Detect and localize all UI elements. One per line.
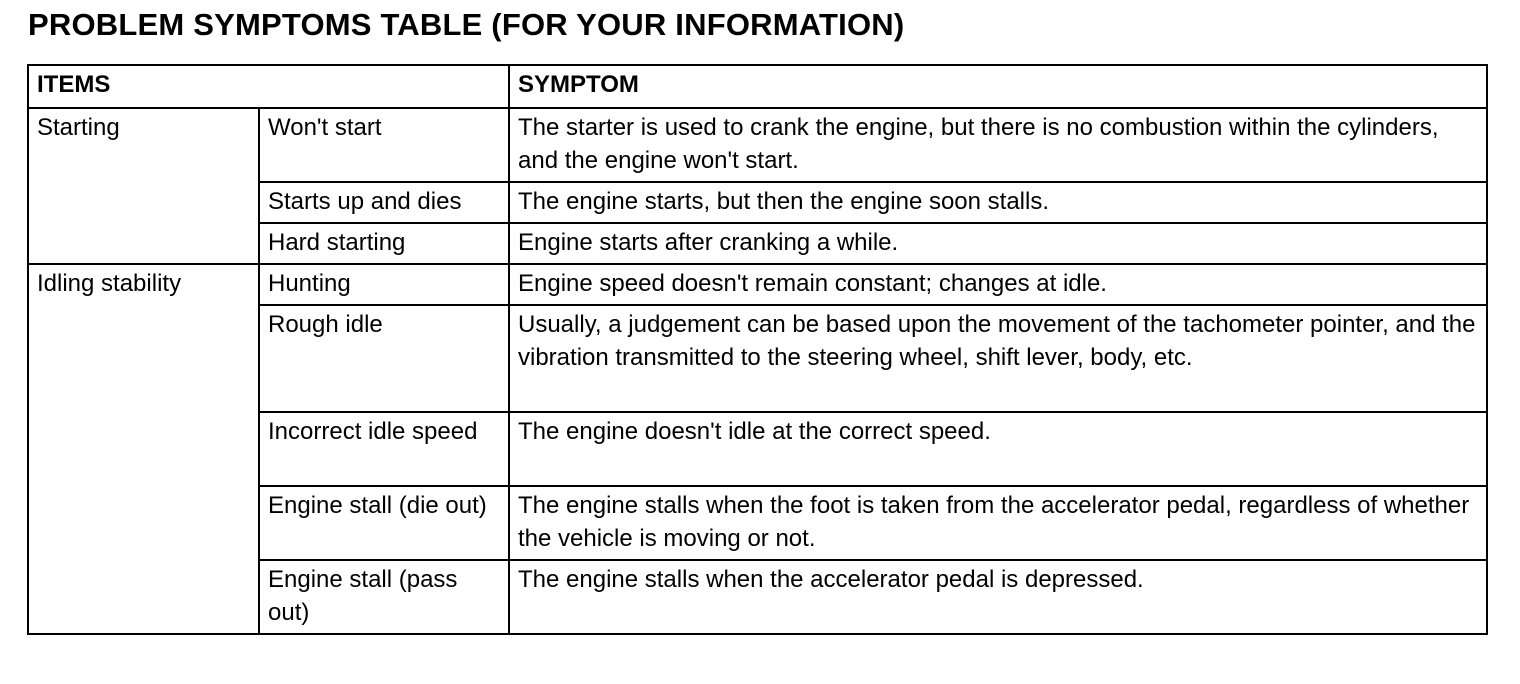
item-cell: Hunting xyxy=(259,264,509,305)
symptom-cell: The engine stalls when the foot is taken from the accelerator pedal, regardless of whether the vehicle is moving or not. xyxy=(509,486,1487,560)
header-items: ITEMS xyxy=(28,65,509,108)
item-cell: Engine stall (pass out) xyxy=(259,560,509,634)
table-row xyxy=(28,264,1487,305)
category-cell: Idling stability xyxy=(28,264,259,634)
table-row xyxy=(28,108,1487,182)
symptom-cell: The engine stalls when the accelerator pedal is depressed. xyxy=(509,560,1487,634)
symptom-cell: The engine doesn't idle at the correct speed. xyxy=(509,412,1487,486)
symptom-cell: Engine starts after cranking a while. xyxy=(509,223,1487,264)
header-symptom: SYMPTOM xyxy=(509,65,1487,108)
item-cell: Starts up and dies xyxy=(259,182,509,223)
page-title: PROBLEM SYMPTOMS TABLE (FOR YOUR INFORMATION) xyxy=(28,7,905,42)
symptom-cell: The engine starts, but then the engine soon stalls. xyxy=(509,182,1487,223)
item-cell: Engine stall (die out) xyxy=(259,486,509,560)
problem-symptoms-table xyxy=(27,64,1488,635)
symptom-cell: The starter is used to crank the engine, but there is no combustion within the cylinders, and the engine won't start. xyxy=(509,108,1487,182)
table-header-row xyxy=(28,65,1487,108)
symptom-cell: Usually, a judgement can be based upon the movement of the tachometer pointer, and the vibration transmitted to the steering wheel, shift lever, body, etc. xyxy=(509,305,1487,412)
item-cell: Hard starting xyxy=(259,223,509,264)
item-cell: Rough idle xyxy=(259,305,509,412)
item-cell: Incorrect idle speed xyxy=(259,412,509,486)
category-cell: Starting xyxy=(28,108,259,264)
symptom-cell: Engine speed doesn't remain constant; changes at idle. xyxy=(509,264,1487,305)
item-cell: Won't start xyxy=(259,108,509,182)
